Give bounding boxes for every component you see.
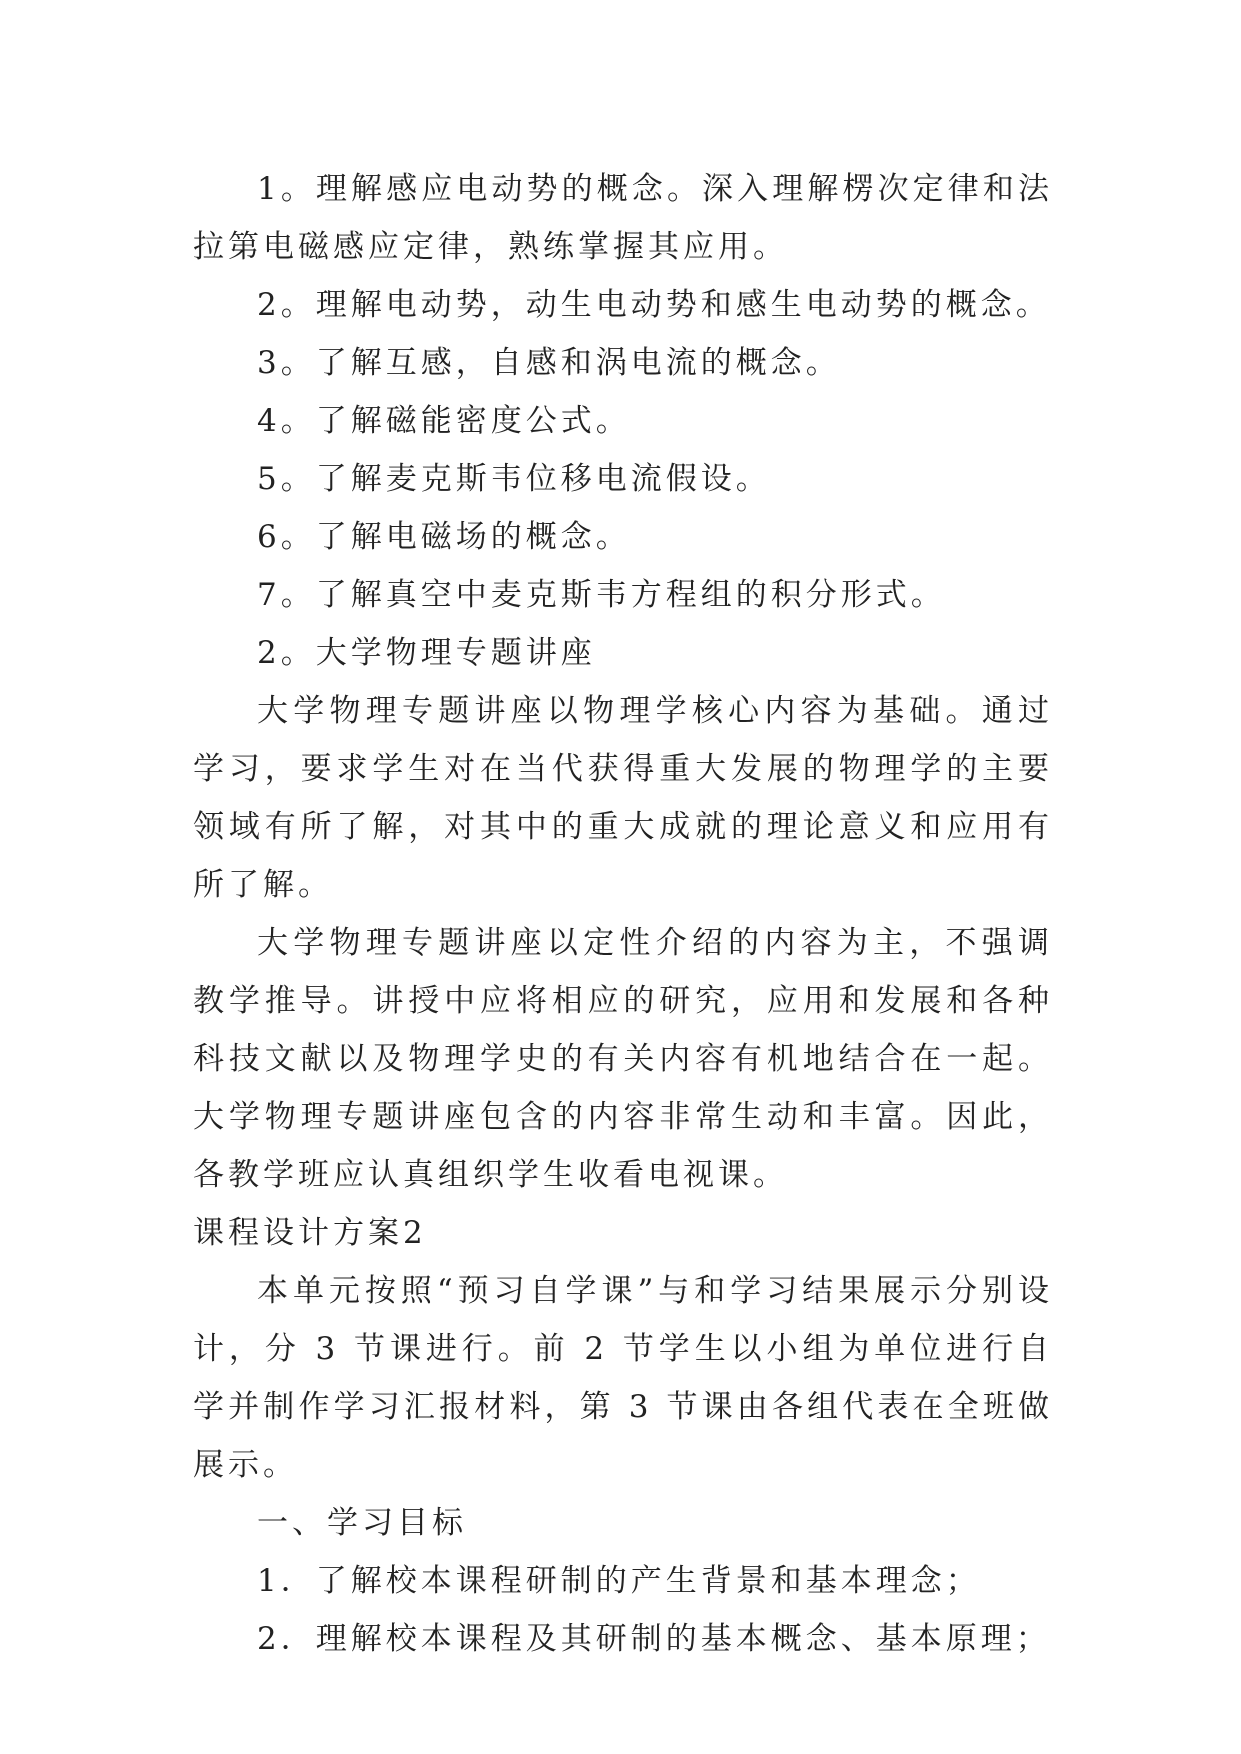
paragraph-lecture-method: 大学物理专题讲座以定性介绍的内容为主，不强调教学推导。讲授中应将相应的研究，应用和发展和各种科技文献以及物理学史的有关内容有机地结合在一起。大学物理专题讲座包含的内容非常生动和丰富。因此，各教学班应认真组织学生收看电视课。: [193, 925, 1053, 1193]
paragraph-objective-7: 7。了解真空中麦克斯韦方程组的积分形式。: [257, 577, 946, 613]
paragraph-goal-1: 1．了解校本课程研制的产生背景和基本理念；: [257, 1563, 981, 1599]
document-title-plan-2: 课程设计方案2: [193, 1215, 427, 1251]
document-page: [193, 160, 1053, 1668]
paragraph-objective-2: 2。理解电动势，动生电动势和感生电动势的概念。: [257, 287, 1051, 323]
paragraph-objective-4: 4。了解磁能密度公式。: [257, 403, 631, 439]
paragraph-objective-1: 1。理解感应电动势的概念。深入理解楞次定律和法拉第电磁感应定律，熟练掌握其应用。: [193, 171, 1053, 265]
paragraph-objective-6: 6。了解电磁场的概念。: [257, 519, 631, 555]
section-heading-lecture: 2。大学物理专题讲座: [257, 635, 596, 671]
paragraph-goal-2: 2．理解校本课程及其研制的基本概念、基本原理；: [257, 1621, 1051, 1657]
section-heading-goals: 一、学习目标: [257, 1505, 467, 1541]
paragraph-unit-overview: 本单元按照“预习自学课”与和学习结果展示分别设计，分 3 节课进行。前 2 节学生以小组为单位进行自学并制作学习汇报材料，第 3 节课由各组代表在全班做展示。: [193, 1273, 1053, 1483]
paragraph-lecture-intro: 大学物理专题讲座以物理学核心内容为基础。通过学习，要求学生对在当代获得重大发展的物理学的主要领域有所了解，对其中的重大成就的理论意义和应用有所了解。: [193, 693, 1053, 903]
paragraph-objective-5: 5。了解麦克斯韦位移电流假设。: [257, 461, 771, 497]
paragraph-objective-3: 3。了解互感，自感和涡电流的概念。: [257, 345, 841, 381]
